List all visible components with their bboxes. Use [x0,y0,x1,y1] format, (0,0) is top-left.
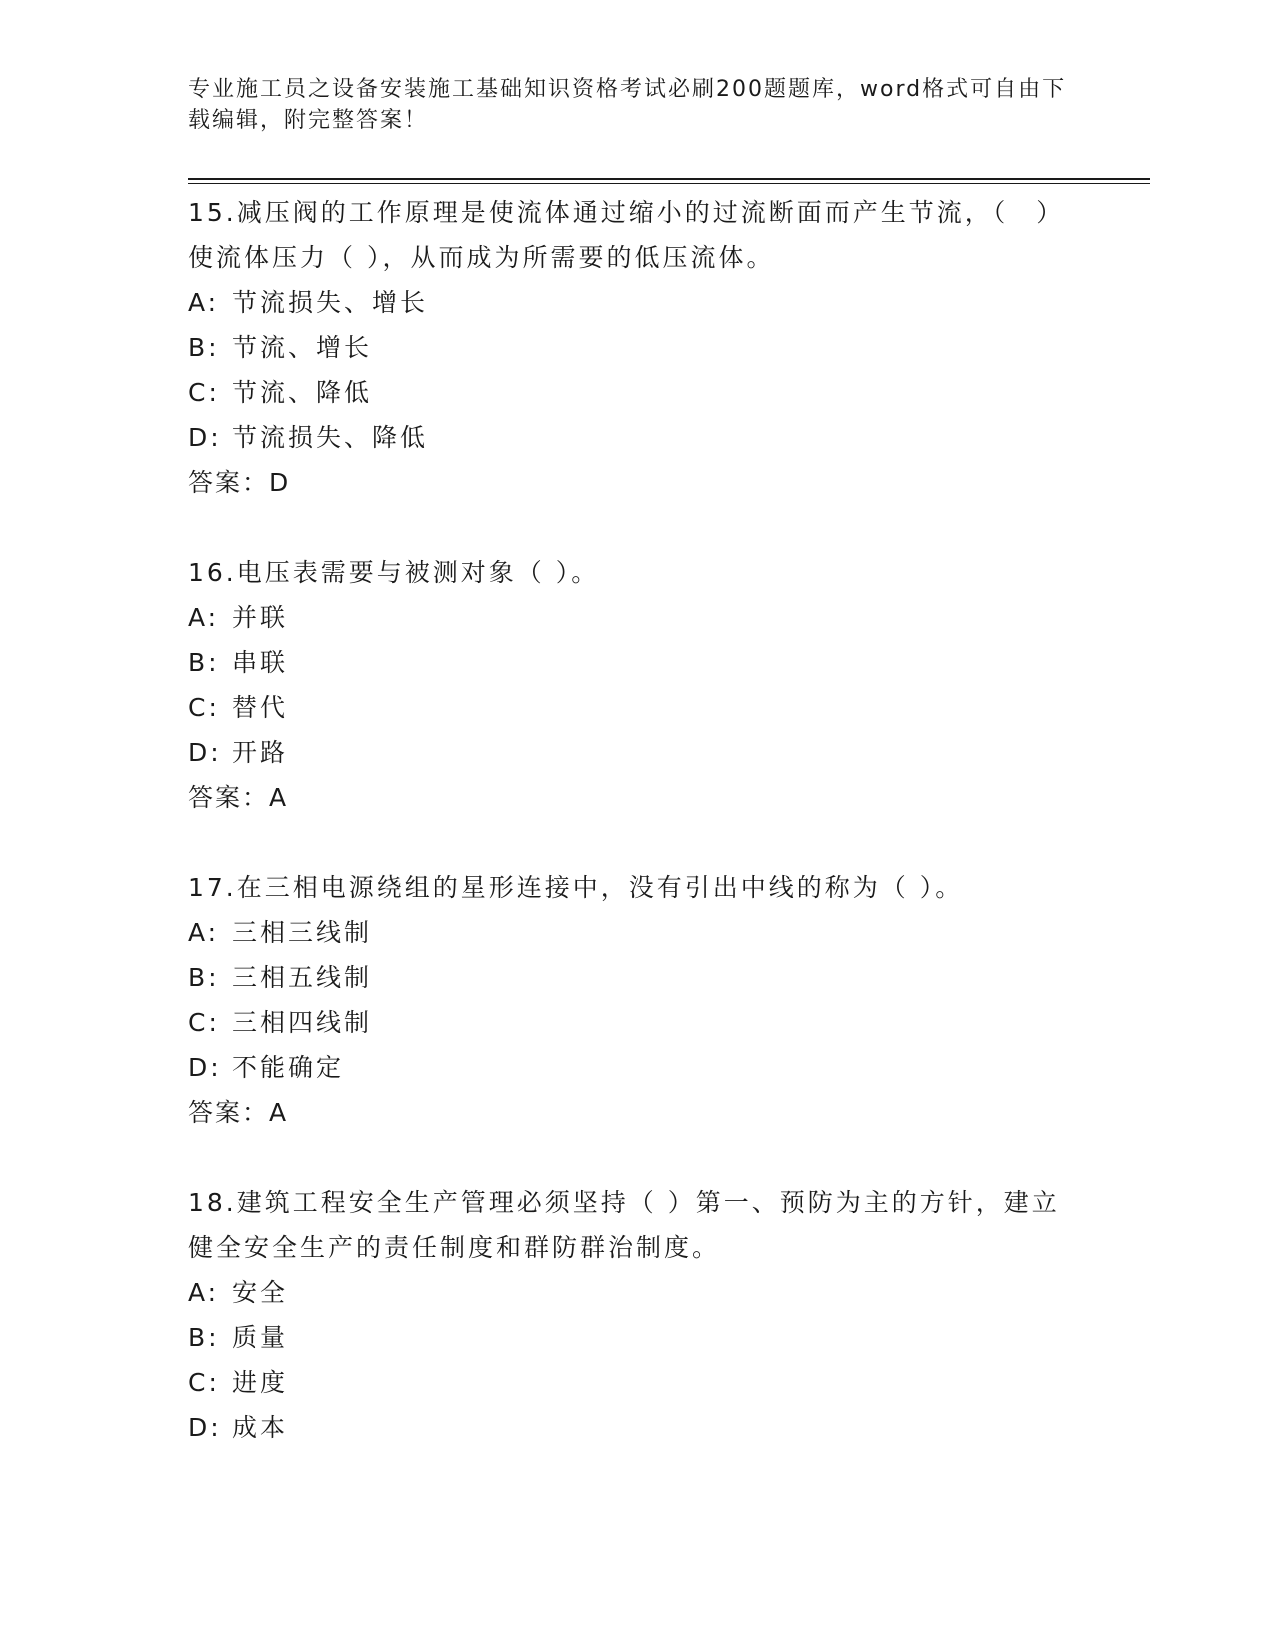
question-stem: 16.电压表需要与被测对象（ ）。 [188,558,600,587]
option-text: 三相四线制 [232,1008,373,1037]
option-text: 三相三线制 [232,918,373,947]
option-key: B: [188,1323,220,1352]
option-text: 节流损失、增长 [232,288,429,317]
option-key: D: [188,738,222,767]
option-text: 不能确定 [232,1053,345,1082]
question-16 [188,550,1068,820]
option-text: 替代 [232,693,289,722]
question-15 [188,190,1068,505]
option-key: B: [188,333,220,362]
question-18 [188,1180,1068,1450]
option-text: 节流、增长 [232,333,373,362]
option-d [188,730,1068,775]
option-key: D: [188,1053,222,1082]
option-b [188,325,1068,370]
option-key: C: [188,1008,220,1037]
option-text: 开路 [232,738,289,767]
option-key: B: [188,648,220,677]
option-a [188,595,1068,640]
question-list [188,190,1068,1495]
answer-line: 答案：A [188,1098,289,1127]
option-key: D: [188,1413,222,1442]
option-c [188,370,1068,415]
option-key: C: [188,1368,220,1397]
option-key: A: [188,603,220,632]
option-key: B: [188,963,220,992]
option-d [188,1045,1068,1090]
option-text: 节流损失、降低 [232,423,429,452]
option-text: 三相五线制 [232,963,373,992]
option-text: 成本 [232,1413,289,1442]
option-d [188,415,1068,460]
option-key: D: [188,423,222,452]
header-rule-thin [188,183,1150,184]
question-stem: 18.建筑工程安全生产管理必须坚持（ ）第一、预防为主的方针，建立健全安全生产的责任制度和群防群治制度。 [188,1188,1060,1262]
question-stem: 17.在三相电源绕组的星形连接中，没有引出中线的称为（ ）。 [188,873,964,902]
option-text: 节流、降低 [232,378,373,407]
option-a [188,1270,1068,1315]
question-stem: 15.减压阀的工作原理是使流体通过缩小的过流断面而产生节流，（ ）使流体压力（ ），从而成为所需要的低压流体。 [188,198,1065,272]
option-key: A: [188,1278,220,1307]
question-17 [188,865,1068,1135]
option-a [188,280,1068,325]
option-text: 进度 [232,1368,289,1397]
option-text: 串联 [232,648,289,677]
option-a [188,910,1068,955]
document-header: 专业施工员之设备安装施工基础知识资格考试必刷200题题库，word格式可自由下载编辑，附完整答案！ [188,77,1067,133]
answer-line: 答案：A [188,783,289,812]
answer-line: 答案：D [188,468,291,497]
option-c [188,1000,1068,1045]
option-c [188,1360,1068,1405]
option-key: C: [188,378,220,407]
header-rule-thick [188,178,1150,180]
option-key: C: [188,693,220,722]
option-c [188,685,1068,730]
option-key: A: [188,918,220,947]
option-text: 安全 [232,1278,289,1307]
option-text: 质量 [232,1323,289,1352]
option-b [188,1315,1068,1360]
option-b [188,640,1068,685]
option-key: A: [188,288,220,317]
option-b [188,955,1068,1000]
option-text: 并联 [232,603,289,632]
option-d [188,1405,1068,1450]
